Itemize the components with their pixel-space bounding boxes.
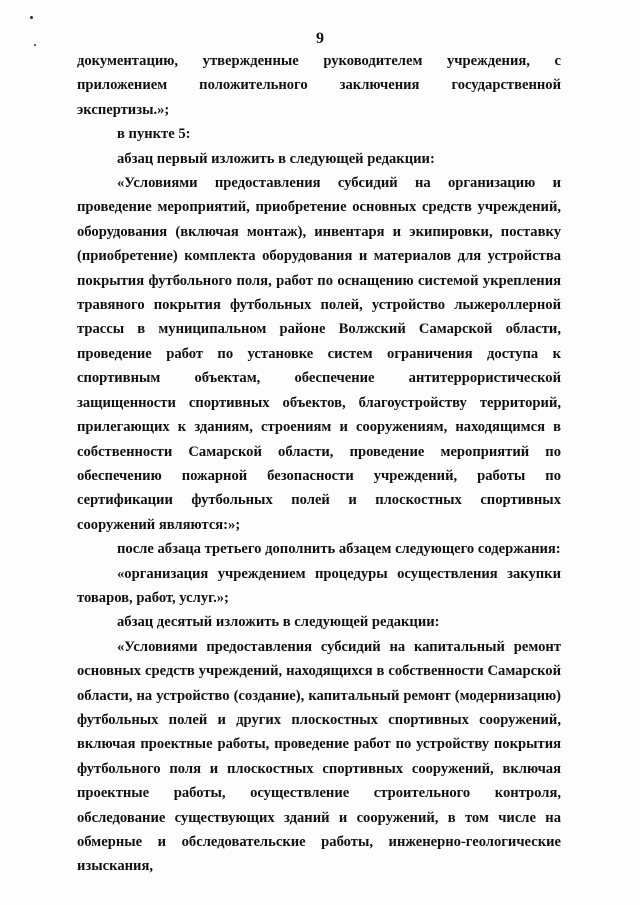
paragraph: абзац десятый изложить в следующей редакции: bbox=[117, 614, 440, 631]
scan-speck-mark bbox=[30, 16, 33, 19]
paragraph: документацию, утвержденные руководителем учреждения, с приложением положительного заключения государственной экспертизы.»; bbox=[77, 53, 561, 118]
page-number: 9 bbox=[316, 30, 324, 47]
paragraph: «Условиями предоставления субсидий на капитальный ремонт основных средств учреждений, находящихся в собственности Самарской области, на устройство (создание), капитальный ремонт (модернизацию) футбольных полей и других плоскостных спортивных сооружений, включая проектные работы, проведение работ по устройству покрытия футбольного поля и плоскостных спортивных сооружений, включая проектные работы, осуществление строительного контроля, обследование существующих зданий и сооружений, в том числе на обмерные и обследовательские работы, инженерно-геологические изыскания, bbox=[77, 638, 561, 875]
paragraph: после абзаца третьего дополнить абзацем следующего содержания: bbox=[117, 541, 561, 558]
paragraph: «Условиями предоставления субсидий на организацию и проведение мероприятий, приобретение основных средств учреждений, оборудования (включая монтаж), инвентаря и экипировки, поставку (приобретение) комплекта оборудования и материалов для устройства покрытия футбольного поля, работ по оснащению системой укрепления травяного покрытия футбольных полей, устройство лыжероллерной трассы в муниципальном районе Волжский Самарской области, проведение работ по установке систем ограничения доступа к спортивным объектам, обеспечение антитеррористической защищенности спортивных объектов, благоустройству территорий, прилегающих к зданиям, строениям и сооружениям, находящимся в собственности Самарской области, проведение мероприятий по обеспечению пожарной безопасности учреждений, работы по сертификации футбольных полей и плоскостных спортивных сооружений являются:»; bbox=[77, 175, 561, 533]
paragraph: в пункте 5: bbox=[117, 126, 191, 143]
paragraph: абзац первый изложить в следующей редакции: bbox=[117, 150, 435, 167]
document-body bbox=[77, 49, 561, 879]
paragraph: «организация учреждением процедуры осуществления закупки товаров, работ, услуг.»; bbox=[77, 565, 561, 606]
